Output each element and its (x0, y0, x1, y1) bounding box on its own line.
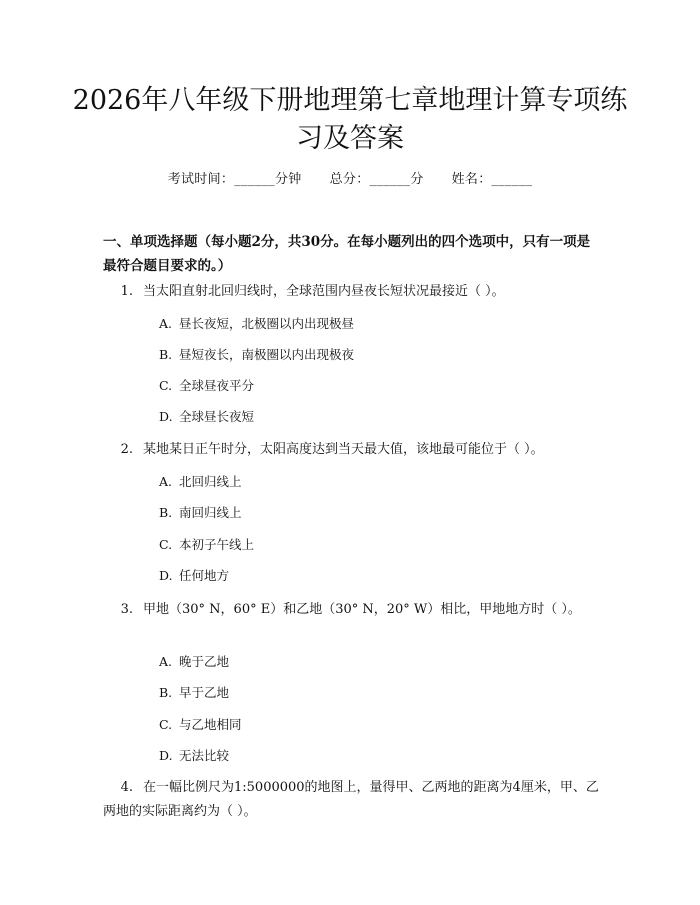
question-number: 1. (120, 284, 133, 299)
option-label: D. (159, 748, 173, 763)
option-2d (159, 566, 229, 586)
question-2 (103, 438, 603, 462)
question-text: 甲地（30° N，60° E）和乙地（30° N，20° W）相比，甲地地方时（ ）。 (143, 602, 581, 617)
total-score-label: 总分：______分 (329, 172, 424, 187)
option-label: D. (159, 568, 173, 583)
option-2b (159, 503, 242, 523)
option-1b (159, 345, 354, 365)
option-2c (159, 535, 254, 555)
option-text: 昼长夜短，北极圈以内出现极昼 (179, 316, 355, 331)
option-3a (159, 652, 229, 672)
student-name-label: 姓名：______ (451, 172, 533, 187)
option-label: A. (159, 654, 173, 669)
option-3c (159, 715, 242, 735)
option-text: 昼短夜长，南极圈以内出现极夜 (179, 347, 355, 362)
option-3d (159, 746, 229, 766)
option-label: B. (159, 505, 173, 520)
option-label: C. (159, 378, 173, 393)
option-text: 全球昼夜平分 (179, 378, 255, 393)
question-4 (103, 776, 603, 824)
option-text: 无法比较 (179, 748, 230, 763)
question-3 (103, 598, 603, 622)
option-text: 任何地方 (179, 568, 230, 583)
option-label: C. (159, 717, 173, 732)
option-label: B. (159, 685, 173, 700)
question-1 (103, 280, 603, 304)
option-text: 晚于乙地 (179, 654, 230, 669)
option-1d (159, 407, 254, 427)
section-heading: 一、单项选择题（每小题2分，共30分。在每小题列出的四个选项中，只有一项是最符合题目要求的。） (103, 234, 591, 274)
question-text: 某地某日正午时分，太阳高度达到当天最大值，该地最可能位于（ ）。 (143, 442, 544, 457)
page-title: 2026年八年级下册地理第七章地理计算专项练习及答案 (72, 85, 628, 154)
option-label: C. (159, 537, 173, 552)
option-label: D. (159, 409, 173, 424)
question-number: 2. (120, 442, 133, 457)
option-label: B. (159, 347, 173, 362)
option-text: 南回归线上 (179, 505, 242, 520)
option-1a (159, 314, 354, 334)
question-number: 3. (120, 602, 133, 617)
question-text: 当太阳直射北回归线时，全球范围内昼夜长短状况最接近（ ）。 (143, 284, 505, 299)
option-3b (159, 683, 229, 703)
option-text: 本初子午线上 (179, 537, 255, 552)
question-text: 在一幅比例尺为1:5000000的地图上，量得甲、乙两地的距离为4厘米，甲、乙两地的实际距离约为（ ）。 (103, 780, 599, 819)
option-text: 北回归线上 (179, 474, 242, 489)
option-label: A. (159, 316, 173, 331)
option-label: A. (159, 474, 173, 489)
option-text: 与乙地相同 (179, 717, 242, 732)
option-2a (159, 472, 242, 492)
question-number: 4. (120, 780, 133, 795)
exam-time-label: 考试时间：______分钟 (167, 172, 302, 187)
option-text: 早于乙地 (179, 685, 230, 700)
option-1c (159, 376, 254, 396)
option-text: 全球昼长夜短 (179, 409, 255, 424)
exam-meta (0, 168, 700, 187)
